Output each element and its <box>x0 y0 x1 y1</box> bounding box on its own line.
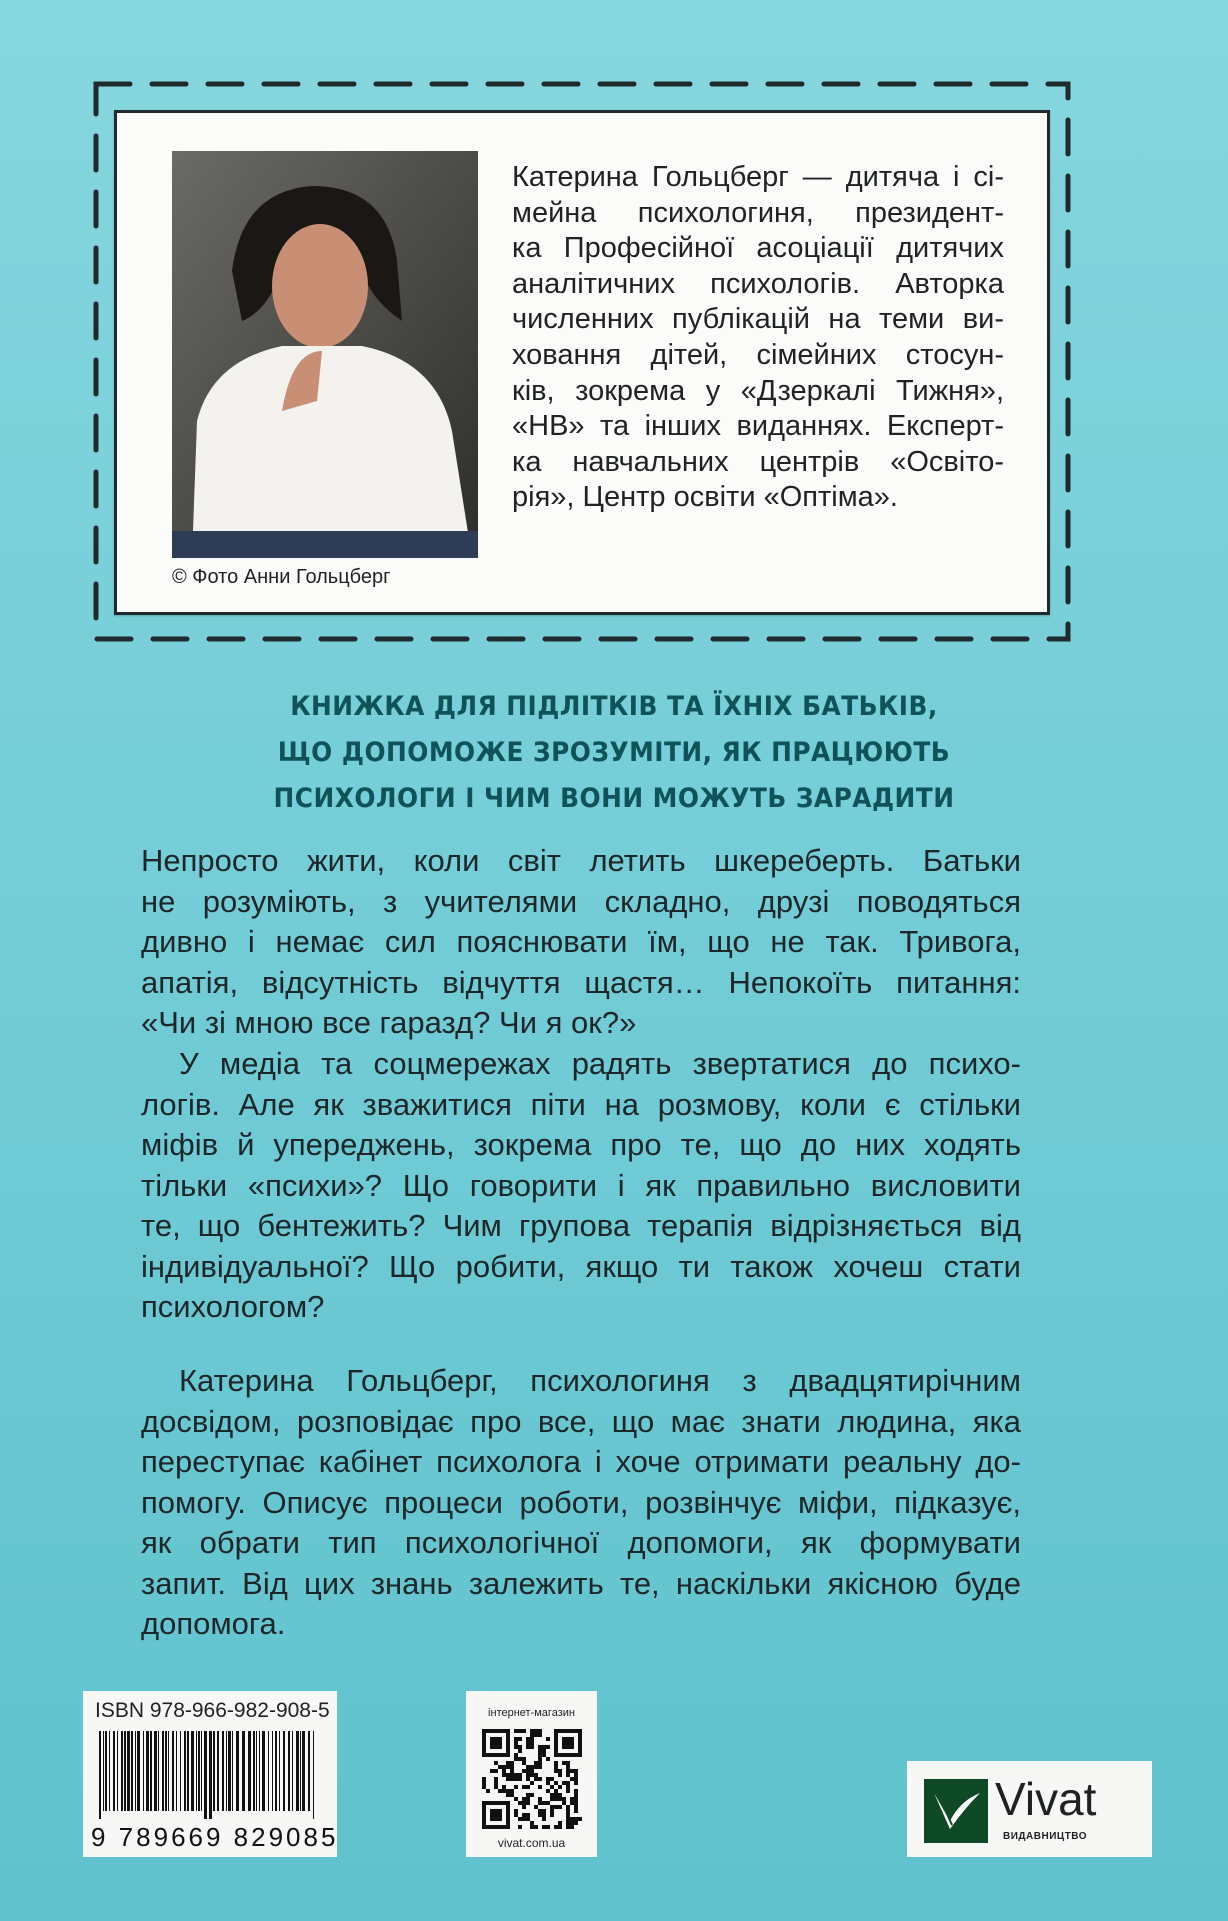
barcode-bar <box>228 1731 231 1811</box>
description-paragraph-1 <box>141 841 1021 1044</box>
qr-url-label: vivat.com.ua <box>497 1836 566 1850</box>
barcode-bar <box>300 1731 301 1811</box>
text-line: рія», Центр освіти «Оптіма». <box>512 481 898 514</box>
text-line: Катерина Гольцберг — дитяча і сі- <box>512 161 1004 193</box>
barcode-bar <box>313 1731 314 1819</box>
text-line: апатія, відсутність відчуття щастя… Непокоїть питання: <box>141 964 1021 1000</box>
qr-block <box>466 1691 597 1857</box>
isbn-barcode-block <box>83 1691 337 1857</box>
text-line: «НВ» та інших виданнях. Експерт- <box>512 410 1004 443</box>
text-line: те, що бентежить? Чим групова терапія відрізняється від <box>141 1208 1021 1243</box>
barcode-bar <box>222 1731 224 1811</box>
tagline-line: ЩО ДОПОМОЖЕ ЗРОЗУМІТИ, ЯК ПРАЦЮЮТЬ <box>277 737 951 768</box>
barcode-bar <box>288 1731 290 1811</box>
barcode-bar <box>176 1731 177 1811</box>
tagline-line: ПСИХОЛОГИ І ЧИМ ВОНИ МОЖУТЬ ЗАРАДИТИ <box>273 783 955 814</box>
text-line: мейна психологиня, президент- <box>512 196 1004 229</box>
barcode-bar <box>162 1731 164 1811</box>
barcode-bar <box>253 1731 255 1811</box>
text-line: «Чи зі мною все гаразд? Чи я ок?» <box>141 1005 637 1040</box>
barcode-bar <box>117 1731 118 1811</box>
text-line: Катерина Гольцберг, психологиня з двадцятирічним <box>179 1363 1021 1398</box>
barcode-bar <box>187 1731 189 1811</box>
text-line: дивно і немає сил пояснювати їм, що не так. Тривога, <box>141 924 1021 959</box>
barcode-bar <box>275 1731 277 1811</box>
barcode-bar <box>217 1731 219 1811</box>
barcode-bar <box>184 1731 186 1811</box>
barcode-bar <box>196 1731 197 1811</box>
barcode-bar <box>209 1731 212 1819</box>
publisher-subtitle: ВИДАВНИЦТВО <box>1003 1831 1088 1842</box>
barcode-bar <box>232 1731 233 1811</box>
barcode-bar <box>105 1731 107 1811</box>
barcode-bar <box>150 1731 152 1811</box>
barcode <box>95 1731 320 1819</box>
barcode-bar <box>146 1731 149 1811</box>
barcode-bar <box>213 1731 215 1811</box>
barcode-bar <box>109 1731 110 1811</box>
barcode-bar <box>154 1731 157 1811</box>
barcode-digits: 9 789669 829085 <box>91 1822 339 1852</box>
author-bio <box>512 160 1004 516</box>
text-line: переступає кабінет психолога і хоче отримати реальну до- <box>141 1444 1021 1479</box>
barcode-bar <box>168 1731 169 1811</box>
barcode-bar <box>158 1731 159 1811</box>
barcode-bar <box>279 1731 280 1811</box>
barcode-bar <box>191 1731 194 1811</box>
text-line: аналітичних психологів. Авторка <box>512 267 1004 300</box>
barcode-bar <box>99 1731 101 1819</box>
text-line: індивідуальної? Що робити, якщо ти також хочеш стати <box>141 1248 1021 1284</box>
barcode-bar <box>121 1731 123 1811</box>
text-line: численних публікацій на теми ви- <box>512 303 1004 336</box>
barcode-bar <box>256 1731 257 1811</box>
text-line: ховання дітей, сімейних стосун- <box>512 338 1004 371</box>
barcode-bar <box>135 1731 136 1811</box>
text-line: помогу. Описує процеси роботи, розвінчує міфи, підказує, <box>141 1484 1021 1520</box>
description-paragraph-3 <box>141 1361 1021 1645</box>
barcode-bar <box>248 1731 251 1811</box>
text-line: міфів й упереджень, зокрема про те, що до них ходять <box>141 1127 1021 1162</box>
barcode-bar <box>127 1731 130 1811</box>
barcode-bar <box>259 1731 260 1811</box>
barcode-bar <box>204 1731 207 1819</box>
feather-logo-icon <box>924 1779 988 1843</box>
barcode-bar <box>302 1731 305 1811</box>
publisher-logo <box>907 1761 1152 1857</box>
qr-top-label: інтернет-магазин <box>488 1707 575 1719</box>
barcode-bar <box>262 1731 265 1811</box>
barcode-bar <box>296 1731 299 1811</box>
barcode-bar <box>143 1731 144 1811</box>
isbn-label: ISBN 978-966-982-908-5 <box>95 1699 330 1722</box>
text-line: допомога. <box>141 1606 286 1641</box>
description-paragraph-2 <box>141 1044 1021 1328</box>
tagline-line: КНИЖКА ДЛЯ ПІДЛІТКІВ ТА ЇХНІХ БАТЬКІВ, <box>290 691 938 722</box>
text-line: психологом? <box>141 1289 325 1324</box>
text-line: У медіа та соцмережах радять звертатися до психо- <box>179 1046 1021 1081</box>
text-line: ків, зокрема у «Дзеркалі Тижня», <box>512 374 1004 407</box>
text-line: як обрати тип психологічної допомоги, як формувати <box>141 1525 1021 1560</box>
barcode-bar <box>137 1731 140 1811</box>
text-line: Непросто жити, коли світ летить шкереберть. Батьки <box>141 843 1021 878</box>
author-photo <box>172 151 478 558</box>
barcode-bar <box>180 1731 181 1811</box>
text-line: досвідом, розповідає про все, що має знати людина, яка <box>141 1403 1021 1439</box>
barcode-bar <box>272 1731 273 1811</box>
qr-code-icon <box>482 1729 582 1829</box>
barcode-bar <box>172 1731 174 1811</box>
barcode-bar <box>308 1731 310 1811</box>
barcode-bar <box>165 1731 167 1811</box>
barcode-bar <box>236 1731 239 1811</box>
publisher-name: Vivat <box>995 1773 1097 1825</box>
barcode-bar <box>292 1731 293 1811</box>
tagline <box>141 684 1087 822</box>
text-line: ка навчальних центрів «Освіто- <box>512 445 1004 478</box>
barcode-bar <box>283 1731 285 1811</box>
text-line: тільки «психи»? Що говорити і як правильно висловити <box>141 1167 1021 1203</box>
barcode-bar <box>103 1731 104 1811</box>
barcode-bar <box>201 1731 202 1811</box>
text-line: логів. Але як зважитися піти на розмову, коли є стільки <box>141 1086 1021 1122</box>
barcode-bar <box>113 1731 115 1811</box>
barcode-bar <box>131 1731 133 1811</box>
text-line: запит. Від цих знань залежить те, наскільки якісною буде <box>141 1565 1021 1601</box>
barcode-bar <box>226 1731 227 1811</box>
text-line: ка Професійної асоціації дитячих <box>512 232 1004 265</box>
text-line: не розуміють, з учителями складно, друзі поводяться <box>141 883 1021 919</box>
barcode-bar <box>124 1731 126 1811</box>
barcode-bar <box>242 1731 245 1811</box>
barcode-bar <box>198 1731 200 1811</box>
barcode-bar <box>268 1731 269 1811</box>
photo-caption: © Фото Анни Гольцберг <box>172 566 391 588</box>
